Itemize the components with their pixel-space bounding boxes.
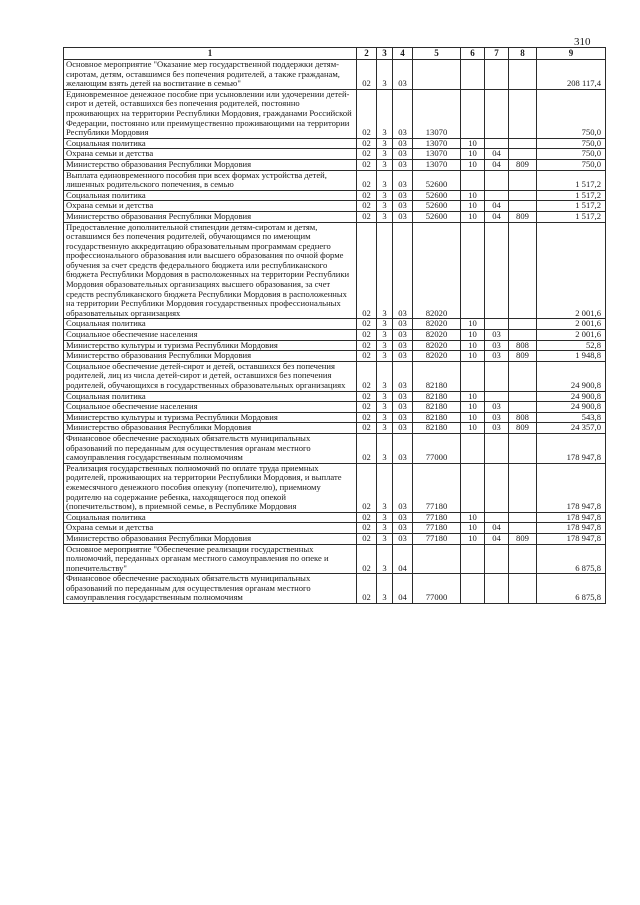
table-row — [64, 361, 606, 391]
amount-cell: 24 900,8 — [537, 361, 606, 391]
code-cell: 3 — [377, 533, 393, 544]
code-cell: 52600 — [413, 201, 461, 212]
table-row — [64, 523, 606, 534]
code-cell: 04 — [485, 533, 509, 544]
code-cell: 3 — [377, 319, 393, 330]
code-cell — [461, 60, 485, 90]
column-header: 1 — [64, 48, 357, 60]
code-cell: 10 — [461, 533, 485, 544]
code-cell: 10 — [461, 319, 485, 330]
amount-cell: 178 947,8 — [537, 523, 606, 534]
code-cell: 77000 — [413, 433, 461, 463]
row-name-cell: Министерство культуры и туризма Республики Мордовия — [64, 340, 357, 351]
code-cell: 808 — [509, 340, 537, 351]
row-name-cell: Выплата единовременного пособия при всех формах устройства детей, лишенных родительского попечения, в семью — [64, 170, 357, 190]
code-cell: 82020 — [413, 319, 461, 330]
row-name-cell: Социальная политика — [64, 319, 357, 330]
code-cell: 3 — [377, 138, 393, 149]
code-cell: 3 — [377, 361, 393, 391]
table-row — [64, 170, 606, 190]
code-cell — [509, 201, 537, 212]
code-cell: 13070 — [413, 149, 461, 160]
code-cell: 3 — [377, 463, 393, 512]
code-cell: 82180 — [413, 423, 461, 434]
code-cell: 02 — [357, 60, 377, 90]
code-cell: 02 — [357, 201, 377, 212]
table-row — [64, 330, 606, 341]
code-cell — [485, 512, 509, 523]
code-cell: 03 — [393, 512, 413, 523]
code-cell: 3 — [377, 330, 393, 341]
row-name-cell: Министерство образования Республики Мордовия — [64, 211, 357, 222]
row-name-cell: Предоставление дополнительной стипендии детям-сиротам и детям, оставшимся без попечения родителей, обучающимся по имеющим государственную аккредитацию образовательным программам среднего профессионального образования или высшего образования по очной форме обучения за счет средств федерального бюджета или республиканского бюджета Республики Мордовия в расположенных на территории Республики Мордовия образовательных организациях высшего образования, за счет средств республиканского бюджета Республики Мордовия в расположенных на территории Республики Мордовия государственных профессиональных образовательных организациях — [64, 222, 357, 319]
column-header: 9 — [537, 48, 606, 60]
code-cell: 809 — [509, 423, 537, 434]
code-cell — [461, 433, 485, 463]
row-name-cell: Финансовое обеспечение расходных обязательств муниципальных образований по переданным для осуществления органам местного самоуправления государственным полномочиям — [64, 574, 357, 604]
code-cell — [509, 402, 537, 413]
code-cell: 04 — [485, 523, 509, 534]
row-name-cell: Социальное обеспечение населения — [64, 402, 357, 413]
column-header: 8 — [509, 48, 537, 60]
code-cell: 03 — [393, 222, 413, 319]
code-cell — [485, 361, 509, 391]
code-cell: 02 — [357, 149, 377, 160]
code-cell — [509, 222, 537, 319]
code-cell: 3 — [377, 512, 393, 523]
amount-cell: 543,8 — [537, 412, 606, 423]
code-cell: 77180 — [413, 523, 461, 534]
row-name-cell: Охрана семьи и детства — [64, 149, 357, 160]
code-cell: 02 — [357, 190, 377, 201]
code-cell: 03 — [393, 351, 413, 362]
table-row — [64, 574, 606, 604]
table-row — [64, 222, 606, 319]
code-cell: 10 — [461, 523, 485, 534]
code-cell: 3 — [377, 159, 393, 170]
code-cell: 02 — [357, 211, 377, 222]
table-row — [64, 190, 606, 201]
code-cell: 03 — [485, 330, 509, 341]
amount-cell: 178 947,8 — [537, 512, 606, 523]
code-cell: 77180 — [413, 533, 461, 544]
code-cell: 82020 — [413, 351, 461, 362]
code-cell: 03 — [393, 319, 413, 330]
code-cell: 52600 — [413, 190, 461, 201]
code-cell: 04 — [485, 211, 509, 222]
amount-cell: 2 001,6 — [537, 319, 606, 330]
table-row — [64, 340, 606, 351]
code-cell: 10 — [461, 412, 485, 423]
row-name-cell: Социальная политика — [64, 190, 357, 201]
code-cell: 808 — [509, 412, 537, 423]
code-cell: 77000 — [413, 574, 461, 604]
code-cell: 03 — [393, 60, 413, 90]
code-cell: 10 — [461, 211, 485, 222]
code-cell: 13070 — [413, 159, 461, 170]
code-cell — [485, 463, 509, 512]
code-cell: 10 — [461, 190, 485, 201]
table-row — [64, 351, 606, 362]
code-cell: 03 — [393, 423, 413, 434]
code-cell: 03 — [485, 351, 509, 362]
code-cell: 03 — [485, 340, 509, 351]
row-name-cell: Финансовое обеспечение расходных обязательств муниципальных образований по переданным для осуществления органам местного самоуправления государственным полномочиям — [64, 433, 357, 463]
code-cell — [509, 149, 537, 160]
code-cell: 77180 — [413, 512, 461, 523]
code-cell: 10 — [461, 201, 485, 212]
code-cell: 3 — [377, 412, 393, 423]
row-name-cell: Социальная политика — [64, 138, 357, 149]
code-cell — [509, 523, 537, 534]
row-name-cell: Министерство культуры и туризма Республики Мордовия — [64, 412, 357, 423]
table-row — [64, 423, 606, 434]
table-row — [64, 463, 606, 512]
code-cell — [509, 89, 537, 138]
code-cell: 10 — [461, 149, 485, 160]
code-cell: 3 — [377, 433, 393, 463]
table-row — [64, 201, 606, 212]
row-name-cell: Охрана семьи и детства — [64, 523, 357, 534]
amount-cell: 52,8 — [537, 340, 606, 351]
code-cell: 809 — [509, 533, 537, 544]
table-row — [64, 433, 606, 463]
code-cell — [461, 222, 485, 319]
code-cell: 10 — [461, 402, 485, 413]
code-cell: 02 — [357, 222, 377, 319]
amount-cell: 178 947,8 — [537, 433, 606, 463]
code-cell: 03 — [393, 149, 413, 160]
amount-cell: 6 875,8 — [537, 544, 606, 574]
amount-cell: 1 517,2 — [537, 211, 606, 222]
code-cell — [461, 170, 485, 190]
table-row — [64, 60, 606, 90]
code-cell: 82180 — [413, 391, 461, 402]
column-header: 4 — [393, 48, 413, 60]
code-cell: 02 — [357, 423, 377, 434]
table-row — [64, 89, 606, 138]
code-cell — [509, 60, 537, 90]
table-row — [64, 319, 606, 330]
table-row — [64, 512, 606, 523]
code-cell — [509, 138, 537, 149]
table-row — [64, 412, 606, 423]
code-cell — [485, 89, 509, 138]
code-cell — [509, 463, 537, 512]
code-cell: 10 — [461, 340, 485, 351]
code-cell: 02 — [357, 89, 377, 138]
code-cell — [509, 391, 537, 402]
amount-cell: 24 900,8 — [537, 391, 606, 402]
amount-cell: 2 001,6 — [537, 222, 606, 319]
code-cell: 10 — [461, 330, 485, 341]
code-cell: 04 — [393, 574, 413, 604]
table-row — [64, 211, 606, 222]
code-cell: 3 — [377, 60, 393, 90]
code-cell: 809 — [509, 159, 537, 170]
code-cell: 3 — [377, 523, 393, 534]
code-cell: 04 — [485, 149, 509, 160]
amount-cell: 1 517,2 — [537, 201, 606, 212]
amount-cell: 750,0 — [537, 159, 606, 170]
code-cell: 03 — [393, 523, 413, 534]
code-cell: 3 — [377, 170, 393, 190]
amount-cell: 750,0 — [537, 138, 606, 149]
row-name-cell: Социальное обеспечение детей-сирот и детей, оставшихся без попечения родителей, лиц из числа детей-сирот и детей, оставшихся без попечения родителей, обучающихся в государственных образовательных организациях — [64, 361, 357, 391]
code-cell: 809 — [509, 351, 537, 362]
code-cell — [485, 574, 509, 604]
code-cell: 03 — [393, 330, 413, 341]
row-name-cell: Реализация государственных полномочий по оплате труда приемных родителей, проживающих на территории Республики Мордовия, и выплате ежемесячного денежного пособия опекуну (попечителю), приемному родителю на содержание ребенка, находящегося под опекой (попечительством), в приемной семье, в Республике Мордовия — [64, 463, 357, 512]
table-row — [64, 402, 606, 413]
amount-cell: 2 001,6 — [537, 330, 606, 341]
code-cell — [461, 463, 485, 512]
row-name-cell: Единовременное денежное пособие при усыновлении или удочерении детей-сирот и детей, оставшихся без попечения родителей, постоянно проживающих на территории Республики Мордовия, гражданами Российской Федерации, постоянно или преимущественно проживающими на территории Республики Мордовия — [64, 89, 357, 138]
code-cell: 10 — [461, 351, 485, 362]
code-cell: 82180 — [413, 402, 461, 413]
code-cell — [509, 319, 537, 330]
row-name-cell: Министерство образования Республики Мордовия — [64, 533, 357, 544]
code-cell: 03 — [393, 211, 413, 222]
code-cell: 02 — [357, 340, 377, 351]
code-cell — [461, 544, 485, 574]
page-number: 310 — [574, 36, 591, 48]
code-cell: 03 — [393, 190, 413, 201]
amount-cell: 6 875,8 — [537, 574, 606, 604]
column-header: 7 — [485, 48, 509, 60]
row-name-cell: Социальное обеспечение населения — [64, 330, 357, 341]
code-cell — [509, 574, 537, 604]
column-header: 6 — [461, 48, 485, 60]
code-cell: 03 — [393, 89, 413, 138]
code-cell — [485, 391, 509, 402]
column-header: 5 — [413, 48, 461, 60]
code-cell: 04 — [485, 201, 509, 212]
code-cell: 03 — [393, 533, 413, 544]
code-cell — [413, 544, 461, 574]
code-cell: 04 — [485, 159, 509, 170]
code-cell: 52600 — [413, 170, 461, 190]
code-cell: 10 — [461, 138, 485, 149]
code-cell: 82020 — [413, 340, 461, 351]
code-cell — [485, 170, 509, 190]
amount-cell: 178 947,8 — [537, 463, 606, 512]
code-cell: 3 — [377, 211, 393, 222]
amount-cell: 1 517,2 — [537, 170, 606, 190]
code-cell: 10 — [461, 391, 485, 402]
code-cell: 77180 — [413, 463, 461, 512]
code-cell — [485, 433, 509, 463]
table-row — [64, 391, 606, 402]
code-cell: 13070 — [413, 89, 461, 138]
code-cell — [485, 319, 509, 330]
code-cell: 3 — [377, 149, 393, 160]
code-cell: 10 — [461, 159, 485, 170]
code-cell — [461, 89, 485, 138]
code-cell — [485, 222, 509, 319]
table-header-row — [64, 48, 606, 60]
code-cell: 3 — [377, 574, 393, 604]
table-row — [64, 138, 606, 149]
code-cell — [509, 512, 537, 523]
code-cell: 02 — [357, 433, 377, 463]
code-cell — [509, 544, 537, 574]
code-cell — [485, 544, 509, 574]
code-cell: 02 — [357, 512, 377, 523]
code-cell: 82180 — [413, 361, 461, 391]
code-cell: 02 — [357, 391, 377, 402]
amount-cell: 24 357,0 — [537, 423, 606, 434]
code-cell: 03 — [485, 412, 509, 423]
code-cell: 3 — [377, 190, 393, 201]
code-cell: 3 — [377, 89, 393, 138]
code-cell: 02 — [357, 544, 377, 574]
code-cell: 02 — [357, 574, 377, 604]
code-cell: 3 — [377, 351, 393, 362]
code-cell — [509, 433, 537, 463]
row-name-cell: Основное мероприятие "Оказание мер государственной поддержки детям-сиротам, детям, оставшимся без попечения родителей, а также гражданам, желающим взять детей на воспитание в семью" — [64, 60, 357, 90]
code-cell: 04 — [393, 544, 413, 574]
code-cell: 03 — [393, 391, 413, 402]
row-name-cell: Министерство образования Республики Мордовия — [64, 351, 357, 362]
amount-cell: 208 117,4 — [537, 60, 606, 90]
code-cell: 02 — [357, 523, 377, 534]
code-cell: 02 — [357, 319, 377, 330]
code-cell: 03 — [393, 361, 413, 391]
code-cell — [509, 330, 537, 341]
budget-table — [63, 47, 606, 604]
code-cell: 10 — [461, 423, 485, 434]
code-cell: 52600 — [413, 211, 461, 222]
code-cell: 03 — [393, 402, 413, 413]
code-cell: 03 — [393, 138, 413, 149]
code-cell: 02 — [357, 533, 377, 544]
code-cell: 3 — [377, 544, 393, 574]
code-cell: 03 — [393, 412, 413, 423]
code-cell: 82020 — [413, 222, 461, 319]
amount-cell: 1 517,2 — [537, 190, 606, 201]
code-cell: 03 — [485, 423, 509, 434]
code-cell: 02 — [357, 351, 377, 362]
code-cell: 03 — [485, 402, 509, 413]
column-header: 2 — [357, 48, 377, 60]
table-row — [64, 533, 606, 544]
code-cell — [509, 170, 537, 190]
code-cell: 13070 — [413, 138, 461, 149]
code-cell: 02 — [357, 170, 377, 190]
code-cell: 02 — [357, 330, 377, 341]
code-cell: 82180 — [413, 412, 461, 423]
code-cell: 809 — [509, 211, 537, 222]
code-cell: 3 — [377, 391, 393, 402]
code-cell — [485, 190, 509, 201]
code-cell: 3 — [377, 201, 393, 212]
column-header: 3 — [377, 48, 393, 60]
code-cell: 02 — [357, 138, 377, 149]
amount-cell: 178 947,8 — [537, 533, 606, 544]
code-cell — [509, 190, 537, 201]
code-cell: 82020 — [413, 330, 461, 341]
amount-cell: 24 900,8 — [537, 402, 606, 413]
code-cell — [485, 138, 509, 149]
row-name-cell: Охрана семьи и детства — [64, 201, 357, 212]
code-cell: 03 — [393, 433, 413, 463]
code-cell: 02 — [357, 361, 377, 391]
code-cell: 3 — [377, 222, 393, 319]
code-cell — [461, 574, 485, 604]
row-name-cell: Социальная политика — [64, 391, 357, 402]
amount-cell: 750,0 — [537, 89, 606, 138]
code-cell: 03 — [393, 170, 413, 190]
code-cell — [509, 361, 537, 391]
row-name-cell: Социальная политика — [64, 512, 357, 523]
code-cell: 03 — [393, 463, 413, 512]
code-cell: 3 — [377, 340, 393, 351]
code-cell: 03 — [393, 201, 413, 212]
table-row — [64, 159, 606, 170]
code-cell: 02 — [357, 463, 377, 512]
code-cell: 3 — [377, 402, 393, 413]
row-name-cell: Министерство образования Республики Мордовия — [64, 159, 357, 170]
amount-cell: 750,0 — [537, 149, 606, 160]
table-row — [64, 149, 606, 160]
code-cell: 02 — [357, 159, 377, 170]
row-name-cell: Основное мероприятие "Обеспечение реализации государственных полномочий, переданных органам местного самоуправления по опеке и попечительству" — [64, 544, 357, 574]
code-cell: 3 — [377, 423, 393, 434]
code-cell — [461, 361, 485, 391]
code-cell: 03 — [393, 340, 413, 351]
code-cell: 02 — [357, 412, 377, 423]
code-cell — [413, 60, 461, 90]
row-name-cell: Министерство образования Республики Мордовия — [64, 423, 357, 434]
amount-cell: 1 948,8 — [537, 351, 606, 362]
table-row — [64, 544, 606, 574]
code-cell: 10 — [461, 512, 485, 523]
code-cell — [485, 60, 509, 90]
code-cell: 03 — [393, 159, 413, 170]
code-cell: 02 — [357, 402, 377, 413]
